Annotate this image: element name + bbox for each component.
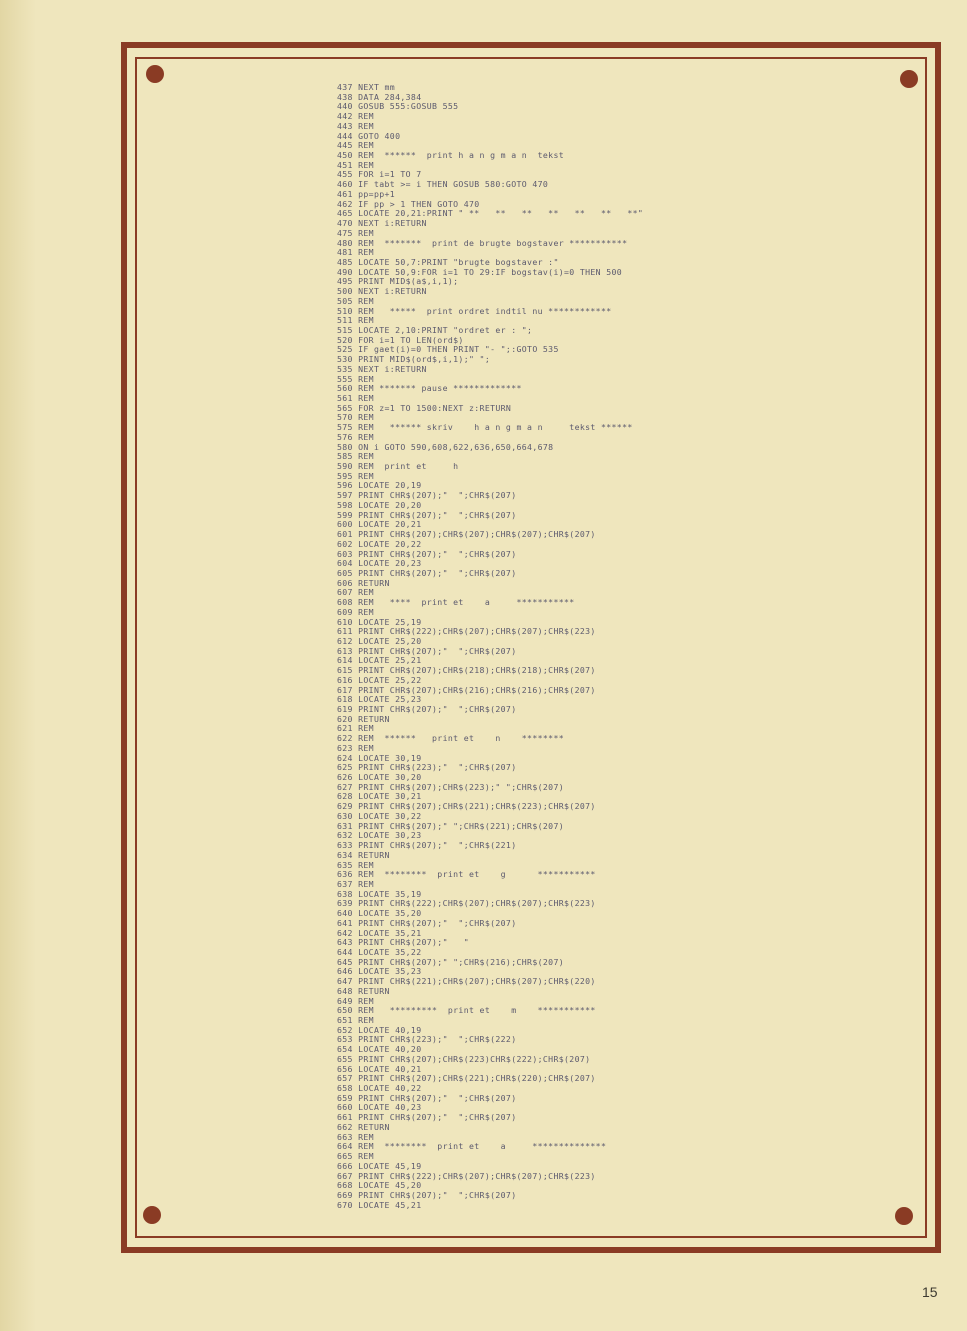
corner-dot-bottom-right: [895, 1207, 913, 1225]
code-line: 615 PRINT CHR$(207);CHR$(218);CHR$(218);CHR$(207): [337, 665, 596, 676]
code-line: 462 IF pp > 1 THEN GOTO 470: [337, 198, 480, 209]
code-line: 645 PRINT CHR$(207);" ";CHR$(216);CHR$(207): [337, 956, 565, 967]
code-line: 505 REM: [337, 295, 374, 306]
code-line: 624 LOCATE 30,19: [337, 752, 422, 763]
code-line: 495 PRINT MID$(a$,i,1);: [337, 276, 459, 287]
code-line: 639 PRINT CHR$(222);CHR$(207);CHR$(207);CHR$(223): [337, 898, 596, 909]
code-line: 470 NEXT i:RETURN: [337, 218, 427, 229]
code-line: 500 NEXT i:RETURN: [337, 286, 427, 297]
code-line: 632 LOCATE 30,23: [337, 830, 422, 841]
code-line: 669 PRINT CHR$(207);" ";CHR$(207): [337, 1189, 517, 1200]
code-line: 465 LOCATE 20,21:PRINT " ** ** ** ** ** ** **": [337, 208, 644, 219]
code-line: 450 REM ****** print h a n g m a n tekst: [337, 150, 565, 161]
code-line: 614 LOCATE 25,21: [337, 655, 422, 666]
code-line: 451 REM: [337, 159, 374, 170]
code-line: 609 REM: [337, 606, 374, 617]
code-line: 606 RETURN: [337, 577, 390, 588]
code-line: 642 LOCATE 35,21: [337, 927, 422, 938]
code-line: 667 PRINT CHR$(222);CHR$(207);CHR$(207);CHR$(223): [337, 1170, 596, 1181]
code-line: 622 REM ****** print et n ********: [337, 733, 565, 744]
code-line: 530 PRINT MID$(ord$,i,1);" ";: [337, 354, 491, 365]
code-line: 602 LOCATE 20,22: [337, 538, 422, 549]
code-line: 443 REM: [337, 120, 374, 131]
binding-edge: [0, 0, 36, 1331]
code-line: 440 GOSUB 555:GOSUB 555: [337, 101, 459, 112]
code-line: 596 LOCATE 20,19: [337, 480, 422, 491]
corner-dot-top-right: [900, 70, 918, 88]
code-line: 485 LOCATE 50,7:PRINT "brugte bogstaver :": [337, 256, 559, 267]
code-line: 616 LOCATE 25,22: [337, 674, 422, 685]
code-line: 663 REM: [337, 1131, 374, 1142]
code-line: 637 REM: [337, 878, 374, 889]
code-line: 620 RETURN: [337, 713, 390, 724]
code-line: 597 PRINT CHR$(207);" ";CHR$(207): [337, 490, 517, 501]
code-line: 653 PRINT CHR$(223);" ";CHR$(222): [337, 1034, 517, 1045]
code-line: 651 REM: [337, 1015, 374, 1025]
code-line: 629 PRINT CHR$(207);CHR$(221);CHR$(223);CHR$(207): [337, 801, 596, 812]
code-line: 659 PRINT CHR$(207);" ";CHR$(207): [337, 1092, 517, 1103]
code-line: 437 NEXT mm: [337, 82, 396, 92]
code-line: 611 PRINT CHR$(222);CHR$(207);CHR$(207);CHR$(223): [337, 626, 596, 637]
code-line: 560 REM ******* pause *************: [337, 383, 522, 394]
code-line: 647 PRINT CHR$(221);CHR$(207);CHR$(207);CHR$(220): [337, 976, 596, 987]
code-line: 648 RETURN: [337, 985, 390, 996]
code-line: 599 PRINT CHR$(207);" ";CHR$(207): [337, 509, 517, 520]
corner-dot-bottom-left: [143, 1206, 161, 1224]
code-line: 604 LOCATE 20,23: [337, 558, 422, 569]
code-line: 613 PRINT CHR$(207);" ";CHR$(207): [337, 645, 517, 656]
page-number: 15: [922, 1284, 938, 1300]
code-line: 623 REM: [337, 742, 374, 753]
code-line: 668 LOCATE 45,20: [337, 1180, 422, 1191]
code-line: 575 REM ****** skriv h a n g m a n tekst ******: [337, 422, 633, 433]
code-line: 656 LOCATE 40,21: [337, 1063, 422, 1074]
code-line: 655 PRINT CHR$(207);CHR$(223)CHR$(222);CHR$(207): [337, 1053, 591, 1064]
code-line: 555 REM: [337, 373, 374, 384]
code-line: 643 PRINT CHR$(207);" ": [337, 937, 469, 948]
code-line: 570 REM: [337, 412, 374, 423]
code-line: 481 REM: [337, 247, 374, 258]
code-line: 600 LOCATE 20,21: [337, 519, 422, 530]
code-line: 520 FOR i=1 TO LEN(ord$): [337, 334, 464, 345]
code-line: 603 PRINT CHR$(207);" ";CHR$(207): [337, 548, 517, 559]
code-line: 636 REM ******** print et g ***********: [337, 869, 596, 880]
code-line: 626 LOCATE 30,20: [337, 772, 422, 783]
code-line: 662 RETURN: [337, 1121, 390, 1132]
code-line: 445 REM: [337, 140, 374, 151]
code-line: 634 RETURN: [337, 849, 390, 860]
code-line: 649 REM: [337, 995, 374, 1006]
code-line: 595 REM: [337, 470, 374, 481]
code-line: 664 REM ******** print et a **************: [337, 1141, 607, 1152]
code-line: 535 NEXT i:RETURN: [337, 363, 427, 374]
code-line: 631 PRINT CHR$(207);" ";CHR$(221);CHR$(207): [337, 820, 565, 831]
code-line: 490 LOCATE 50,9:FOR i=1 TO 29:IF bogstav(i)=0 THEN 500: [337, 266, 623, 277]
code-line: 580 ON i GOTO 590,608,622,636,650,664,678: [337, 441, 554, 452]
code-line: 455 FOR i=1 TO 7: [337, 169, 422, 180]
code-line: 625 PRINT CHR$(223);" ";CHR$(207): [337, 762, 517, 773]
code-line: 666 LOCATE 45,19: [337, 1160, 422, 1171]
code-line: 525 IF gaet(i)=0 THEN PRINT "- ";:GOTO 535: [337, 344, 559, 355]
code-line: 654 LOCATE 40,20: [337, 1044, 422, 1055]
code-line: 610 LOCATE 25,19: [337, 616, 422, 627]
code-line: 618 LOCATE 25,23: [337, 694, 422, 705]
code-line: 515 LOCATE 2,10:PRINT "ordret er : ";: [337, 324, 533, 335]
code-line: 607 REM: [337, 587, 374, 598]
code-line: 670 LOCATE 45,21: [337, 1199, 422, 1210]
code-line: 646 LOCATE 35,23: [337, 966, 422, 977]
code-line: 510 REM ***** print ordret indtil nu ************: [337, 305, 612, 316]
code-line: 628 LOCATE 30,21: [337, 791, 422, 802]
code-line: 561 REM: [337, 393, 374, 403]
code-line: 660 LOCATE 40,23: [337, 1102, 422, 1113]
code-line: 608 REM **** print et a ***********: [337, 597, 575, 608]
code-line: 601 PRINT CHR$(207);CHR$(207);CHR$(207);CHR$(207): [337, 529, 596, 540]
code-line: 627 PRINT CHR$(207);CHR$(223);" ";CHR$(207): [337, 781, 565, 792]
code-line: 657 PRINT CHR$(207);CHR$(221);CHR$(220);CHR$(207): [337, 1073, 596, 1084]
code-line: 442 REM: [337, 111, 374, 122]
code-line: 480 REM ******* print de brugte bogstaver ***********: [337, 237, 628, 248]
code-line: 617 PRINT CHR$(207);CHR$(216);CHR$(216);CHR$(207): [337, 684, 596, 695]
code-line: 576 REM: [337, 431, 374, 442]
code-line: 641 PRINT CHR$(207);" ";CHR$(207): [337, 917, 517, 928]
code-line: 644 LOCATE 35,22: [337, 946, 422, 957]
code-line: 638 LOCATE 35,19: [337, 888, 422, 899]
code-line: 444 GOTO 400: [337, 130, 401, 141]
code-line: 661 PRINT CHR$(207);" ";CHR$(207): [337, 1112, 517, 1123]
code-line: 605 PRINT CHR$(207);" ";CHR$(207): [337, 567, 517, 578]
code-line: 598 LOCATE 20,20: [337, 499, 422, 510]
code-line: 630 LOCATE 30,22: [337, 810, 422, 821]
code-line: 652 LOCATE 40,19: [337, 1024, 422, 1035]
code-line: 640 LOCATE 35,20: [337, 908, 422, 919]
corner-dot-top-left: [146, 65, 164, 83]
code-line: 438 DATA 284,384: [337, 91, 422, 102]
code-line: 619 PRINT CHR$(207);" ";CHR$(207): [337, 704, 517, 714]
code-line: 590 REM print et h: [337, 461, 459, 472]
code-line: 650 REM ********* print et m ***********: [337, 1005, 596, 1016]
code-line: 635 REM: [337, 859, 374, 870]
code-line: 460 IF tabt >= i THEN GOSUB 580:GOTO 470: [337, 179, 549, 190]
code-line: 511 REM: [337, 315, 374, 326]
code-line: 461 pp=pp+1: [337, 188, 396, 199]
code-line: 475 REM: [337, 227, 374, 238]
code-line: 621 REM: [337, 723, 374, 734]
basic-program-listing: [337, 83, 737, 1210]
code-line: 612 LOCATE 25,20: [337, 635, 422, 646]
code-line: 665 REM: [337, 1151, 374, 1162]
code-line: 585 REM: [337, 451, 374, 462]
code-line: 633 PRINT CHR$(207);" ";CHR$(221): [337, 840, 517, 851]
code-line: 658 LOCATE 40,22: [337, 1083, 422, 1094]
code-line: 565 FOR z=1 TO 1500:NEXT z:RETURN: [337, 402, 512, 413]
